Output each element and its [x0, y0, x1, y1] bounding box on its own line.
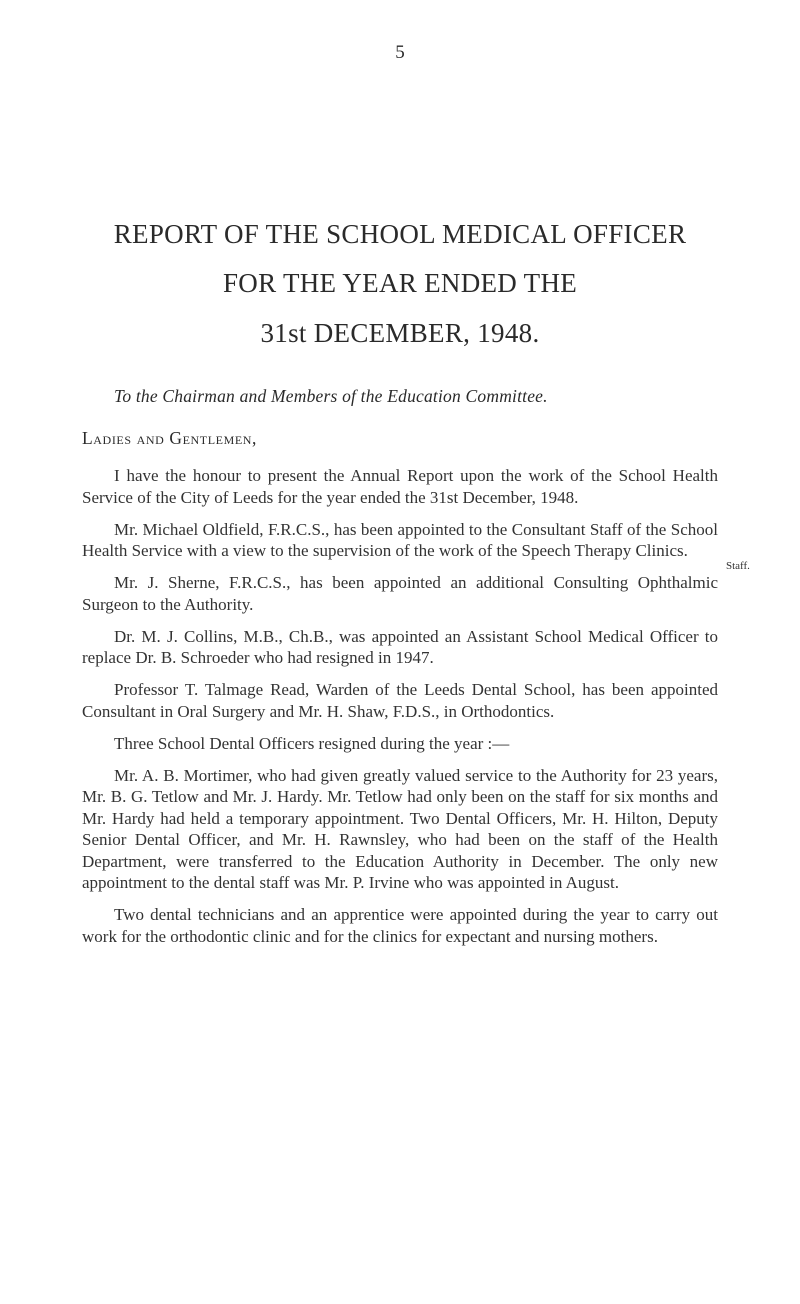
paragraph-introduction: I have the honour to present the Annual Report upon the work of the School Health Service of the City of Leeds for the year ended the 31st December, 1948.: [82, 466, 718, 507]
salutation: Ladies and Gentlemen,: [82, 428, 258, 448]
paragraph-dental-technicians: Two dental technicians and an apprentice were appointed during the year to carry out work for the orthodontic clinic and for the clinics for expectant and nursing mothers.: [82, 905, 718, 946]
report-title-line-1: REPORT OF THE SCHOOL MEDICAL OFFICER: [113, 219, 687, 249]
paragraph-sherne: Mr. J. Sherne, F.R.C.S., has been appointed an additional Consulting Ophthalmic Surgeon to the Authority.: [82, 573, 718, 614]
paragraph-dental-officers: Mr. A. B. Mortimer, who had given greatly valued service to the Authority for 23 years, Mr. B. G. Tetlow and Mr. J. Hardy. Mr. Tetlow had only been on the staff for six months and Mr. Hardy had held a temporary appointment. Two Dental Officers, Mr. H. Hilton, Deputy Senior Dental Officer, and Mr. H. Rawnsley, who had been on the staff of the Health Department, were transferred to the Education Authority in December. The only new appointment to the dental staff was Mr. P. Irvine who was appointed in August.: [82, 765, 718, 892]
paragraph-collins: Dr. M. J. Collins, M.B., Ch.B., was appointed an Assistant School Medical Officer to replace Dr. B. Schroeder who had resigned in 1947.: [82, 626, 718, 667]
margin-note-staff: Staff.: [726, 560, 750, 572]
addressee-line: To the Chairman and Members of the Education Committee.: [114, 386, 548, 406]
page-number: 5: [395, 42, 405, 63]
report-title-line-3: 31st DECEMBER, 1948.: [260, 318, 540, 348]
paragraph-talmage-read: Professor T. Talmage Read, Warden of the Leeds Dental School, has been appointed Consultant in Oral Surgery and Mr. H. Shaw, F.D.S., in Orthodontics.: [82, 680, 718, 721]
paragraph-dental-resignations: Three School Dental Officers resigned during the year :—: [114, 733, 510, 753]
report-body: [82, 465, 718, 958]
report-title-line-2: FOR THE YEAR ENDED THE: [222, 268, 578, 298]
paragraph-oldfield: Mr. Michael Oldfield, F.R.C.S., has been appointed to the Consultant Staff of the School Health Service with a view to the supervision of the work of the Speech Therapy Clinics.: [82, 519, 718, 560]
